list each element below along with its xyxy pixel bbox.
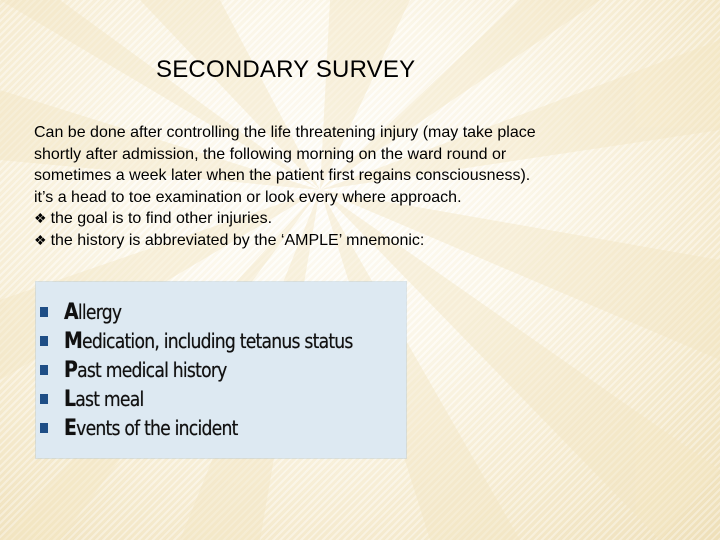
ample-letter: E xyxy=(64,415,77,441)
square-bullet-icon xyxy=(40,365,48,375)
paragraph-line: Can be done after controlling the life threatening injury (may take place xyxy=(34,124,536,141)
square-bullet-icon xyxy=(40,336,48,346)
paragraph-line: it’s a head to toe examination or look every where approach. xyxy=(34,188,462,206)
square-bullet-icon xyxy=(40,394,48,404)
ample-letter: A xyxy=(64,299,78,325)
ample-mnemonic-box xyxy=(36,282,406,458)
diamond-bullet-icon: ❖ xyxy=(34,210,47,226)
bullet-text: the history is abbreviated by the ‘AMPLE’ mnemonic: xyxy=(50,231,425,249)
ample-rest: ast meal xyxy=(75,386,144,411)
ample-rest: llergy xyxy=(77,299,122,324)
paragraph-line: sometimes a week later when the patient first regains consciousness). xyxy=(34,167,531,184)
ample-rest: edication, including tetanus status xyxy=(82,328,353,353)
slide-body xyxy=(34,122,694,251)
slide-title: SECONDARY SURVEY xyxy=(156,56,416,83)
square-bullet-icon xyxy=(40,307,48,317)
bullet-item xyxy=(34,208,694,230)
ample-letter: L xyxy=(64,386,76,412)
bullet-text: the goal is to find other injuries. xyxy=(50,210,273,227)
ample-rest: ast medical history xyxy=(77,357,227,382)
ample-letter: P xyxy=(64,357,78,383)
square-bullet-icon xyxy=(40,423,48,433)
ample-letter: M xyxy=(64,328,83,354)
ample-rest: vents of the incident xyxy=(76,415,238,440)
paragraph-line: shortly after admission, the following morning on the ward round or xyxy=(34,145,507,163)
diamond-bullet-icon: ❖ xyxy=(34,231,47,248)
bullet-item xyxy=(34,230,694,252)
